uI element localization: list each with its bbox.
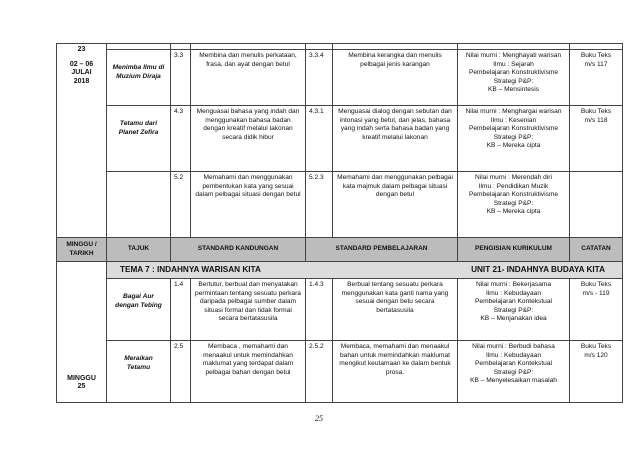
pk-line: Pembelajaran Kontekstual <box>475 298 552 306</box>
pk-line: Nilai murni : Berbudi bahasa <box>472 343 555 350</box>
catatan-line: Buku Teks <box>580 108 612 115</box>
table-row <box>57 172 623 238</box>
pk-line: Strategi P&P: <box>493 306 534 314</box>
table-row <box>57 50 623 106</box>
week-cell-top <box>57 44 107 238</box>
catatan-line: m/s 117 <box>584 60 608 68</box>
pk-line: Strategi P&P: <box>493 77 534 85</box>
header-row <box>57 238 623 262</box>
week-cell-bottom <box>57 262 107 403</box>
catatan-cell <box>570 50 623 106</box>
catatan-line: Buku Teks <box>580 343 612 350</box>
pk-line: Strategi P&P: <box>493 199 534 207</box>
tajuk-line: Menimba Ilmu di <box>112 64 165 71</box>
catatan-cell <box>570 279 623 341</box>
tajuk-line: Planet Zefira <box>118 128 159 136</box>
sk-text: Membaca , memahami dan menaakul untuk memindahkan maklumat yang terdapat dalam pelbagai bahan dengan betul <box>191 341 306 403</box>
sp-text: Membaca, memahami dan menaakul bahan untuk memindahkan maklumat mengikut keutamaan ke dalam bentuk prosa. <box>333 341 458 403</box>
pk-line: Ilmu : Kebudayaan <box>486 351 541 359</box>
week-number: 25 <box>77 383 86 391</box>
pk-line: Nilai murni : Menghargai warisan <box>465 108 562 115</box>
header-minggu: MINGGU / TARIKH <box>57 238 107 262</box>
pengisian-cell <box>458 50 570 106</box>
lesson-plan-table <box>56 43 623 403</box>
tajuk-line: Meraikan <box>124 355 153 362</box>
sp-text: Memahami dan menggunakan pelbagai kata majmuk dalam pelbagai situasi dengan betul <box>333 172 458 238</box>
sk-number: 4.3 <box>171 106 191 172</box>
pk-line: Pembelajaran Konstruktivisme <box>468 69 559 77</box>
pk-line: Pembelajaran Konstruktivisme <box>468 191 559 199</box>
sk-text: Membina dan menulis perkataan, frasa, dan ayat dengan betul <box>191 50 306 106</box>
tema-title: TEMA 7 : INDAHNYA WARISAN KITA <box>120 265 261 274</box>
tajuk-cell-empty <box>107 172 171 238</box>
sp-number: 3.3.4 <box>306 50 333 106</box>
header-pengisian-kurikulum: PENGISIAN KURIKULUM <box>458 238 570 262</box>
pengisian-cell <box>458 172 570 238</box>
pk-line: Pembelajaran Kontekstual <box>475 360 552 368</box>
sk-text: Menguasai bahasa yang indah dan menggunakan bahasa badan dengan kreatif melalui lakonan secara didik hibur <box>191 106 306 172</box>
table-row <box>57 279 623 341</box>
sk-number: 5.2 <box>171 172 191 238</box>
tajuk-line: Tetamu dari <box>119 120 158 127</box>
week-date-year: 2018 <box>73 77 90 85</box>
catatan-cell-empty <box>570 172 623 238</box>
catatan-line: m/s - 119 <box>582 289 610 297</box>
sp-text: Membina kerangka dan menulis pelbagai jenis karangan <box>333 50 458 106</box>
pk-line: Ilmu : Kebudayaan <box>486 289 541 297</box>
sp-number: 1.4.3 <box>306 279 333 341</box>
catatan-line: Buku Teks <box>580 52 612 59</box>
tema-banner <box>107 262 623 279</box>
pk-line: KB – Menjanakan idea <box>480 315 547 323</box>
pk-line: KB – Mereka cipta <box>486 208 541 216</box>
header-standard-pembelajaran: STANDARD PEMBELAJARAN <box>306 238 458 262</box>
catatan-line: Buku Teks <box>580 281 612 288</box>
pk-line: Ilmu : Pendidikan Muzik <box>478 182 549 190</box>
pk-line: Nilai murni : Bekerjasama <box>475 281 552 288</box>
catatan-cell <box>570 106 623 172</box>
header-catatan: CATATAN <box>570 238 623 262</box>
pk-line: Strategi P&P: <box>493 133 534 141</box>
pk-line: KB – Mereka cipta <box>486 142 541 150</box>
pk-line: Nilai murni : Menghayati warisan <box>465 52 562 59</box>
tajuk-cell <box>107 50 171 106</box>
sk-text: Bertutur, berbual dan menyatakan permintaan tentang sesuatu perkara daripada pelbagai sumber dalam situasi formal dan tidak formal secara bertatasusila <box>191 279 306 341</box>
tajuk-line: Bagai Aur <box>123 293 154 300</box>
week-number: 23 <box>77 46 86 53</box>
sk-text: Memahami dan menggunakan pembentukan kata yang sesuai dalam pelbagai situasi dengan betul <box>191 172 306 238</box>
page-number: 25 <box>315 414 323 423</box>
pk-line: Ilmu : Sejarah <box>493 60 534 68</box>
tema-row <box>57 262 623 279</box>
tajuk-cell <box>107 341 171 403</box>
pk-line: Ilmu : Kesenian <box>490 116 537 124</box>
table-row <box>57 341 623 403</box>
week-date-month: JULAI <box>71 69 92 77</box>
pengisian-cell <box>458 106 570 172</box>
pk-line: Nilai murni : Merendah diri <box>475 174 552 181</box>
catatan-line: m/s 118 <box>584 116 608 124</box>
week-date-day: 02 – 06 <box>69 60 94 68</box>
pk-line: KB – Mensintesis <box>488 86 539 94</box>
tajuk-line: Muzium Diraja <box>116 72 161 80</box>
pengisian-cell <box>458 341 570 403</box>
header-standard-kandungan: STANDARD KANDUNGAN <box>171 238 306 262</box>
catatan-line: m/s 120 <box>584 351 608 359</box>
sk-number: 1.4 <box>171 279 191 341</box>
pengisian-cell <box>458 279 570 341</box>
sp-text: Berbual tentang sesuatu perkara menggunakan kata ganti nama yang sesuai dengan betu secara bertatasusila <box>333 279 458 341</box>
sp-number: 4.3.1 <box>306 106 333 172</box>
tajuk-cell <box>107 106 171 172</box>
sp-number: 5.2.3 <box>306 172 333 238</box>
catatan-cell <box>570 341 623 403</box>
unit-title: UNIT 21- INDAHNYA BUDAYA KITA <box>471 265 605 274</box>
sp-text: Menguasai dialog dengan sebutan dan intonasi yang betul, dan jelas, bahasa yang indah serta bahasa badan yang kreatif melalui lakonan <box>333 106 458 172</box>
header-tajuk: TAJUK <box>107 238 171 262</box>
table-row <box>57 106 623 172</box>
sp-number: 2.5.2 <box>306 341 333 403</box>
pk-line: KB – Menyelesaikan masalah <box>470 377 557 385</box>
tajuk-cell <box>107 279 171 341</box>
pk-line: Pembelajaran Konstruktivisme <box>468 125 559 133</box>
tajuk-line: Tetamu <box>126 363 151 371</box>
week-label: MINGGU <box>67 374 96 382</box>
sk-number: 3.3 <box>171 50 191 106</box>
pk-line: Strategi P&P: <box>493 368 534 376</box>
sk-number: 2.5 <box>171 341 191 403</box>
tajuk-line: dengan Tebing <box>115 301 162 309</box>
